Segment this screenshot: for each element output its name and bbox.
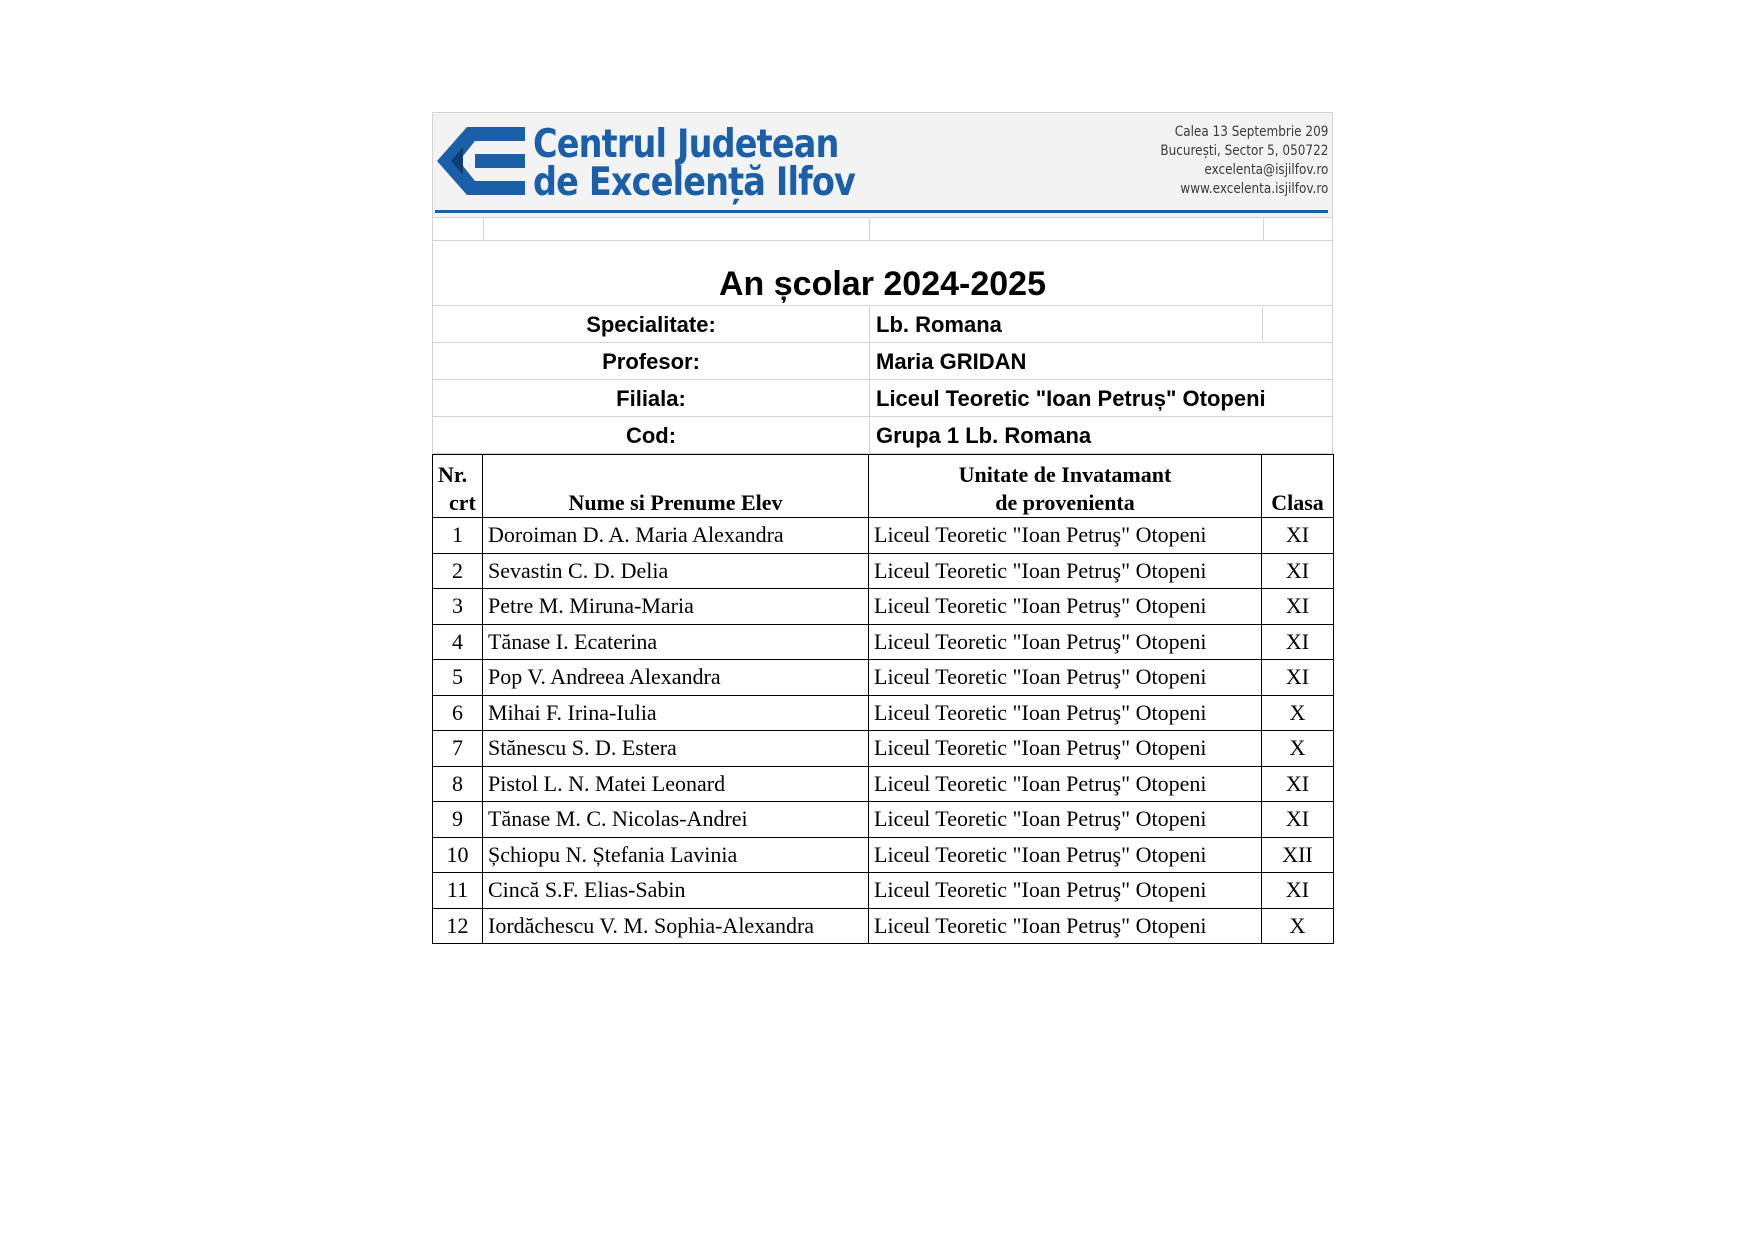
student-name: Tănase I. Ecaterina — [483, 624, 869, 660]
school-name: Liceul Teoretic "Ioan Petruş" Otopeni — [869, 624, 1262, 660]
table-body — [433, 518, 1334, 944]
specialitate-label: Specialitate: — [433, 306, 870, 342]
table-row — [433, 695, 1334, 731]
header-class: Clasa — [1262, 455, 1334, 518]
school-name: Liceul Teoretic "Ioan Petruş" Otopeni — [869, 873, 1262, 909]
table-row — [433, 589, 1334, 625]
class-value: XI — [1262, 518, 1334, 554]
row-nr: 7 — [433, 731, 483, 767]
school-name: Liceul Teoretic "Ioan Petruş" Otopeni — [869, 802, 1262, 838]
profesor-value: Maria GRIDAN — [876, 349, 1027, 374]
table-row — [433, 802, 1334, 838]
student-name: Pop V. Andreea Alexandra — [483, 660, 869, 696]
header-name: Nume si Prenume Elev — [483, 455, 869, 518]
contact-city: București, Sector 5, 050722 — [1159, 143, 1328, 159]
info-row-specialitate — [432, 306, 1333, 343]
school-name: Liceul Teoretic "Ioan Petruş" Otopeni — [869, 837, 1262, 873]
empty-grid-row — [432, 218, 1333, 241]
class-value: XI — [1262, 660, 1334, 696]
student-name: Stănescu S. D. Estera — [483, 731, 869, 767]
header-nr-line1: Nr. — [438, 462, 468, 487]
row-nr: 3 — [433, 589, 483, 625]
row-nr: 6 — [433, 695, 483, 731]
row-nr: 9 — [433, 802, 483, 838]
filiala-label: Filiala: — [433, 380, 870, 416]
row-nr: 1 — [433, 518, 483, 554]
class-value: XII — [1262, 837, 1334, 873]
class-value: X — [1262, 695, 1334, 731]
filiala-value: Liceul Teoretic "Ioan Petruș" Otopeni — [876, 386, 1266, 411]
info-row-cod — [432, 417, 1333, 454]
school-name: Liceul Teoretic "Ioan Petruş" Otopeni — [869, 553, 1262, 589]
student-name: Tănase M. C. Nicolas-Andrei — [483, 802, 869, 838]
class-value: X — [1262, 908, 1334, 944]
school-name: Liceul Teoretic "Ioan Petruş" Otopeni — [869, 518, 1262, 554]
table-row — [433, 873, 1334, 909]
contact-website: www.excelenta.isjilfov.ro — [1179, 181, 1328, 197]
org-name-line-2: de Excelență Ilfov — [533, 160, 856, 205]
class-value: XI — [1262, 802, 1334, 838]
org-name-line-1: Centrul Judetean — [533, 122, 839, 167]
contact-block — [1160, 123, 1328, 199]
header-nr-crt — [433, 455, 483, 518]
title-row — [432, 241, 1333, 306]
cod-value: Grupa 1 Lb. Romana — [876, 423, 1092, 448]
student-name: Petre M. Miruna-Maria — [483, 589, 869, 625]
specialitate-value: Lb. Romana — [870, 306, 1263, 342]
row-nr: 5 — [433, 660, 483, 696]
profesor-label: Profesor: — [433, 343, 870, 379]
table-row — [433, 766, 1334, 802]
student-name: Sevastin C. D. Delia — [483, 553, 869, 589]
table-row — [433, 624, 1334, 660]
school-name: Liceul Teoretic "Ioan Petruş" Otopeni — [869, 589, 1262, 625]
header-banner — [432, 112, 1333, 218]
student-name: Șchiopu N. Ștefania Lavinia — [483, 837, 869, 873]
student-table — [432, 454, 1334, 944]
cod-label: Cod: — [433, 417, 870, 453]
student-name: Iordăchescu V. M. Sophia-Alexandra — [483, 908, 869, 944]
info-row-filiala — [432, 380, 1333, 417]
header-school-line1: Unitate de Invatamant — [958, 462, 1172, 487]
class-value: X — [1262, 731, 1334, 767]
table-header-row — [433, 455, 1334, 518]
class-value: XI — [1262, 624, 1334, 660]
header-school — [869, 455, 1262, 518]
header-nr-line2: crt — [449, 490, 476, 515]
student-name: Cincă S.F. Elias-Sabin — [483, 873, 869, 909]
school-name: Liceul Teoretic "Ioan Petruş" Otopeni — [869, 731, 1262, 767]
table-row — [433, 518, 1334, 554]
info-row-profesor — [432, 343, 1333, 380]
class-value: XI — [1262, 589, 1334, 625]
row-nr: 8 — [433, 766, 483, 802]
table-row — [433, 837, 1334, 873]
class-value: XI — [1262, 873, 1334, 909]
table-row — [433, 660, 1334, 696]
document-sheet — [432, 112, 1333, 944]
student-name: Doroiman D. A. Maria Alexandra — [483, 518, 869, 554]
header-school-line2: de provenienta — [995, 490, 1135, 515]
row-nr: 10 — [433, 837, 483, 873]
school-name: Liceul Teoretic "Ioan Petruş" Otopeni — [869, 660, 1262, 696]
student-name: Mihai F. Irina-Iulia — [483, 695, 869, 731]
school-name: Liceul Teoretic "Ioan Petruş" Otopeni — [869, 766, 1262, 802]
student-name: Pistol L. N. Matei Leonard — [483, 766, 869, 802]
table-row — [433, 553, 1334, 589]
table-row — [433, 731, 1334, 767]
page-title: An școlar 2024-2025 — [719, 265, 1046, 303]
institution-logo-icon — [437, 123, 525, 199]
contact-address: Calea 13 Septembrie 209 — [1174, 124, 1328, 140]
row-nr: 2 — [433, 553, 483, 589]
class-value: XI — [1262, 553, 1334, 589]
contact-email: excelenta@isjilfov.ro — [1204, 162, 1328, 178]
row-nr: 12 — [433, 908, 483, 944]
table-row — [433, 908, 1334, 944]
school-name: Liceul Teoretic "Ioan Petruş" Otopeni — [869, 908, 1262, 944]
class-value: XI — [1262, 766, 1334, 802]
school-name: Liceul Teoretic "Ioan Petruş" Otopeni — [869, 695, 1262, 731]
row-nr: 4 — [433, 624, 483, 660]
row-nr: 11 — [433, 873, 483, 909]
header-rule — [435, 210, 1328, 213]
